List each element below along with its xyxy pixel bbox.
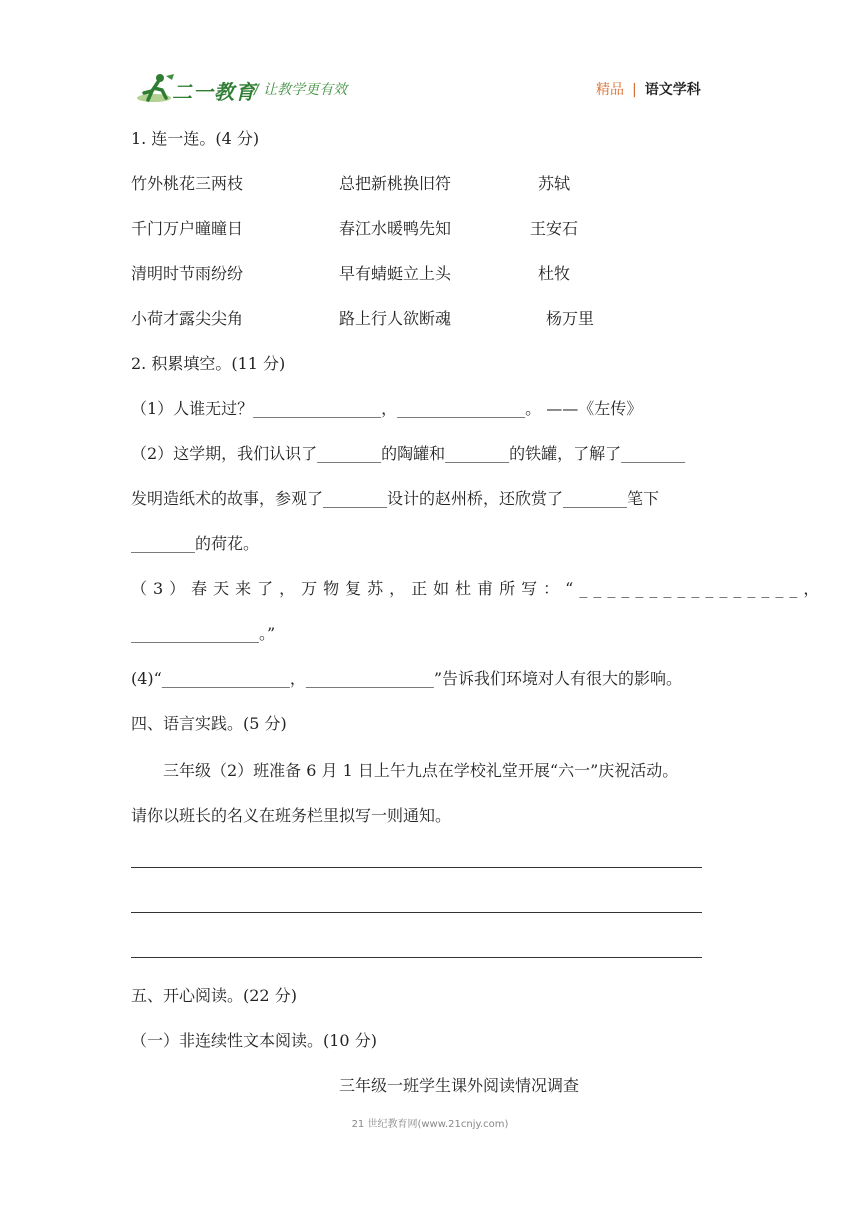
q1-left-item: 竹外桃花三两枝 — [131, 174, 244, 193]
q2-item-4: (4)“________________，________________”告诉我们环境对人有很大的影响。 — [131, 669, 683, 688]
q1-poet-item: 杜牧 — [538, 264, 571, 283]
q1-left-item: 小荷才露尖尖角 — [131, 309, 244, 328]
q1-poet-item: 杨万里 — [546, 309, 595, 328]
q4-prompt-line1: 三年级（2）班准备 6 月 1 日上午九点在学校礼堂开展“六一”庆祝活动。 — [163, 761, 679, 780]
brand-name: 二一教育 — [172, 80, 256, 104]
header-right — [596, 79, 701, 99]
answer-line[interactable] — [131, 957, 702, 958]
answer-line[interactable] — [131, 867, 702, 868]
q1-poet-item: 王安石 — [530, 219, 579, 238]
q2-item-2-line2: 发明造纸术的故事，参观了________设计的赵州桥，还欣赏了________笔下 — [131, 489, 660, 508]
header-separator: | — [632, 82, 637, 98]
subject-label: 语文学科 — [644, 82, 701, 98]
q1-title: 1. 连一连。(4 分) — [131, 129, 260, 148]
q1-middle-item: 早有蜻蜓立上头 — [339, 264, 452, 283]
q1-middle-item: 总把新桃换旧符 — [339, 174, 452, 193]
q2-item-3-line2: ________________。” — [131, 624, 276, 643]
q2-item-2-line1: （2）这学期，我们认识了________的陶罐和________的铁罐，了解了________ — [131, 444, 686, 463]
logo-icon — [136, 72, 176, 106]
q4-prompt-line2: 请你以班长的名义在班务栏里拟写一则通知。 — [131, 806, 452, 825]
q1-left-item: 清明时节雨纷纷 — [131, 264, 244, 283]
q4-title: 四、语言实践。(5 分) — [131, 714, 287, 733]
answer-line[interactable] — [131, 912, 702, 913]
brand-slogan: / 让教学更有效 — [254, 82, 348, 98]
q1-middle-item: 春江水暖鸭先知 — [339, 219, 452, 238]
premium-tag: 精品 — [596, 82, 624, 98]
page-footer: 21 世纪教育网(www.21cnjy.com) — [351, 1119, 509, 1130]
q2-item-2-line3: ________的荷花。 — [131, 534, 260, 553]
q2-item-1: （1）人谁无过？________________，________________。 ——《左传》 — [131, 399, 643, 418]
survey-caption: 三年级一班学生课外阅读情况调查 — [339, 1076, 580, 1095]
q1-poet-item: 苏轼 — [538, 174, 571, 193]
q1-left-item: 千门万户曈曈日 — [131, 219, 244, 238]
q5-subtitle: （一）非连续性文本阅读。(10 分) — [131, 1031, 377, 1050]
q1-middle-item: 路上行人欲断魂 — [339, 309, 452, 328]
q5-title: 五、开心阅读。(22 分) — [131, 986, 297, 1005]
q2-item-3-line1: （3）春天来了，万物复苏，正如杜甫所写：“________________， — [131, 579, 826, 598]
q2-title: 2. 积累填空。(11 分) — [131, 354, 286, 373]
